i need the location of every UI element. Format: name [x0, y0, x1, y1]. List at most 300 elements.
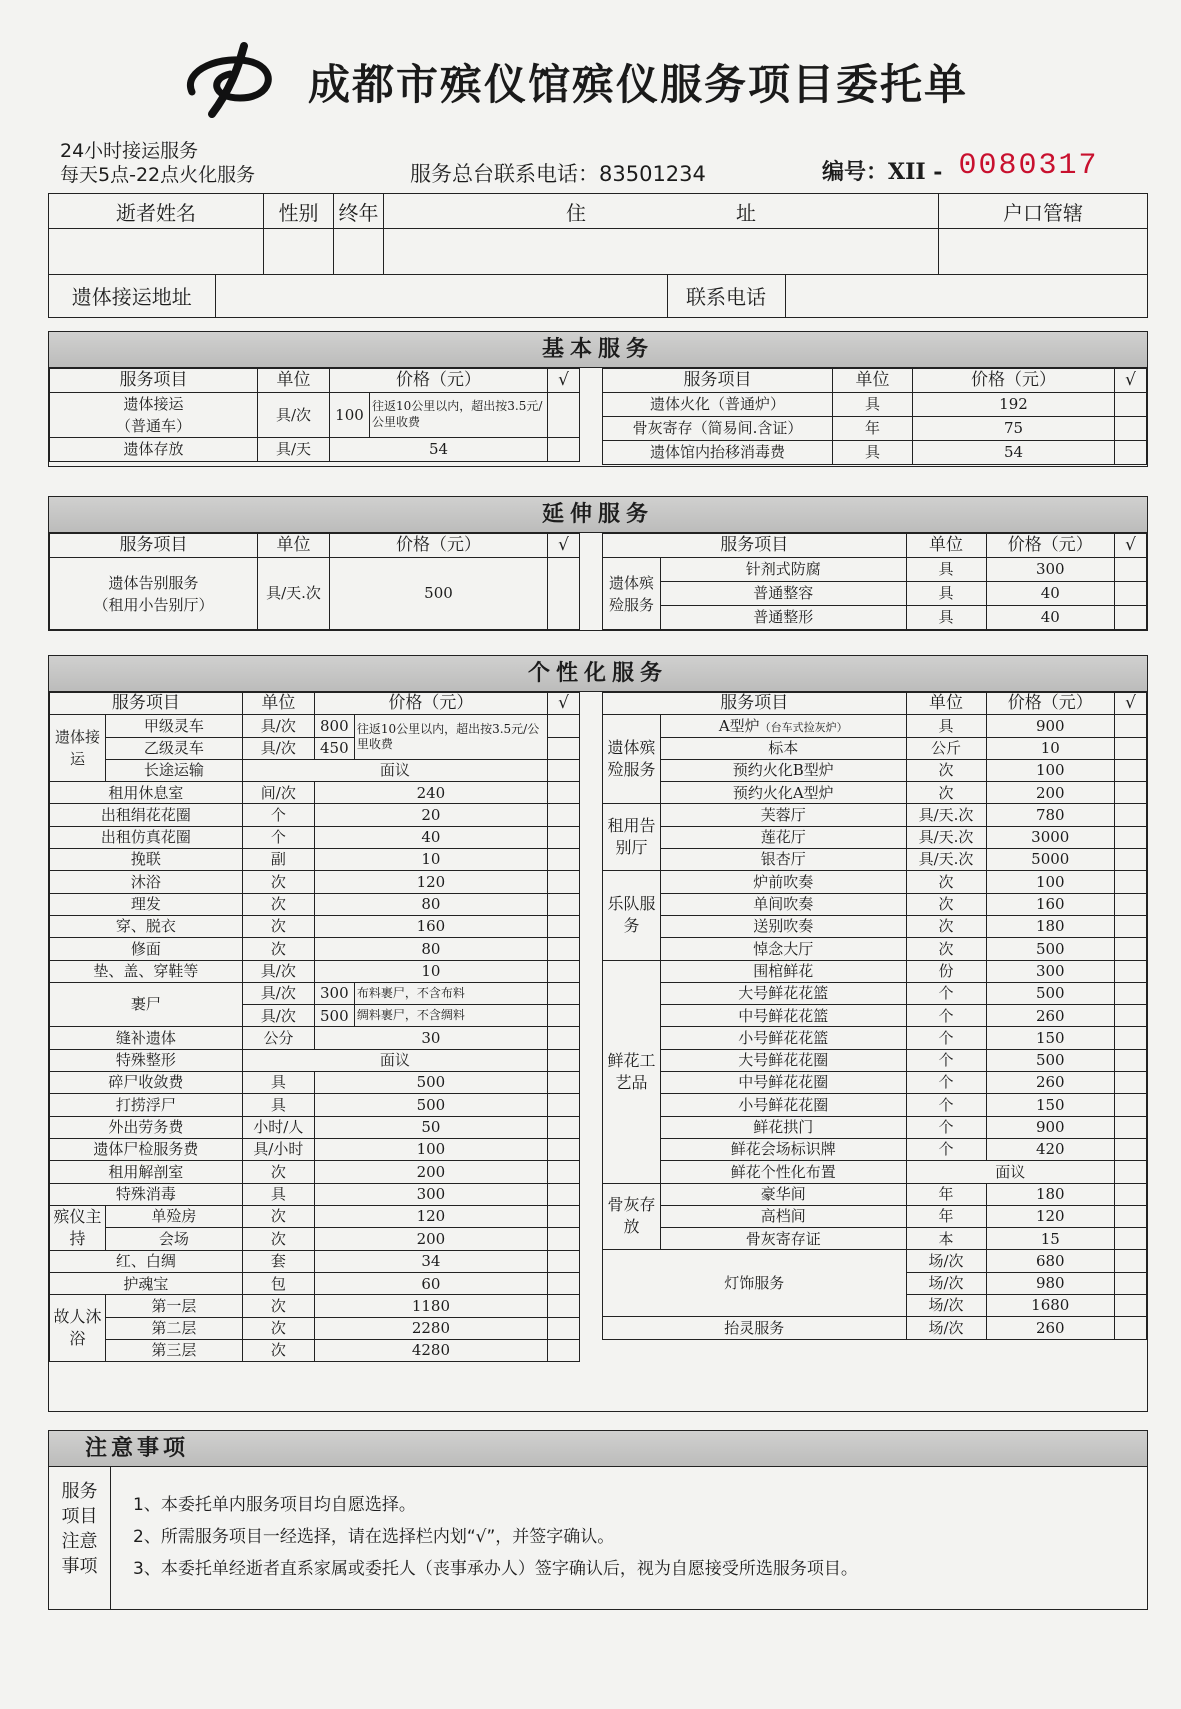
pickup-service-hours: 24小时接运服务 — [60, 140, 199, 162]
service-unit: 次 — [242, 915, 314, 937]
service-name-text: 鲜花会场标识牌 — [730, 1140, 836, 1159]
select-checkbox[interactable] — [548, 915, 580, 937]
select-checkbox[interactable] — [1115, 606, 1147, 630]
service-name-text: 送别吹奏 — [753, 917, 814, 936]
col-price: 价格（元） — [986, 534, 1114, 558]
notes-list — [133, 1489, 858, 1585]
table-row — [50, 1205, 580, 1228]
table-row — [603, 1027, 1147, 1049]
service-name-text: 银杏厅 — [760, 850, 806, 869]
select-checkbox[interactable] — [1115, 1161, 1147, 1183]
service-price: 120 — [314, 871, 547, 893]
service-unit: 具/天.次 — [906, 826, 986, 848]
age-field[interactable] — [334, 229, 384, 274]
service-price: 200 — [314, 1161, 547, 1183]
service-unit: 具 — [833, 393, 913, 417]
service-price: 80 — [314, 893, 547, 915]
service-price: 500 — [330, 558, 548, 630]
service-name: 单殓房 — [106, 1205, 243, 1228]
select-checkbox[interactable] — [548, 938, 580, 960]
service-unit: 公分 — [242, 1027, 314, 1049]
address-field[interactable] — [384, 229, 939, 274]
table-row — [50, 1161, 580, 1183]
table-row — [603, 804, 1147, 826]
service-name: 普通整形 — [661, 606, 907, 630]
col-price: 价格（元） — [913, 369, 1115, 393]
service-name: 普通整容 — [661, 582, 907, 606]
select-checkbox[interactable] — [548, 1295, 580, 1317]
col-unit: 单位 — [258, 369, 330, 393]
col-check: √ — [1115, 693, 1147, 715]
service-price: 100 — [330, 393, 370, 438]
service-price: 980 — [986, 1272, 1114, 1294]
select-checkbox[interactable] — [1115, 1116, 1147, 1138]
service-name — [661, 737, 907, 759]
service-unit: 个 — [906, 1049, 986, 1071]
col-check: √ — [548, 369, 580, 393]
select-checkbox[interactable] — [548, 1161, 580, 1183]
service-name-line1: 遗体告别服务 — [108, 573, 199, 592]
service-name — [661, 849, 907, 871]
form-title: 成都市殡仪馆殡仪服务项目委托单 — [308, 60, 969, 109]
service-price: 60 — [314, 1273, 547, 1295]
table-row — [603, 1250, 1147, 1272]
select-checkbox[interactable] — [1115, 982, 1147, 1004]
select-checkbox[interactable] — [1115, 1027, 1147, 1049]
service-name — [661, 938, 907, 960]
service-name-text: 预约火化B型炉 — [732, 761, 834, 780]
service-name-line2: （租用小告别厅） — [93, 595, 214, 614]
service-unit: 次 — [242, 1295, 314, 1317]
service-price: 300 — [986, 558, 1114, 582]
service-price: 192 — [913, 393, 1115, 417]
serial-label: 编号：XII - — [822, 159, 943, 185]
select-checkbox[interactable] — [548, 1273, 580, 1295]
service-name: 第三层 — [106, 1340, 243, 1362]
service-unit: 具/天 — [258, 438, 330, 462]
select-checkbox[interactable] — [1115, 441, 1147, 465]
gender-field[interactable] — [264, 229, 334, 274]
note-line: 1、本委托单内服务项目均自愿选择。 — [133, 1495, 416, 1515]
service-price: 面议 — [242, 759, 547, 781]
service-unit: 次 — [242, 938, 314, 960]
service-unit: 次 — [906, 893, 986, 915]
select-checkbox[interactable] — [1115, 1094, 1147, 1116]
service-unit: 公斤 — [906, 737, 986, 759]
service-unit: 个 — [906, 1072, 986, 1094]
select-checkbox[interactable] — [1115, 1183, 1147, 1205]
service-unit: 场/次 — [906, 1317, 986, 1339]
col-item: 服务项目 — [603, 693, 907, 715]
service-price: 260 — [986, 1072, 1114, 1094]
service-name: 垫、盖、穿鞋等 — [50, 960, 243, 982]
col-unit: 单位 — [258, 534, 330, 558]
col-item: 服务项目 — [50, 534, 258, 558]
service-name: 针剂式防腐 — [661, 558, 907, 582]
service-unit: 具/天.次 — [258, 558, 330, 630]
table-row — [603, 938, 1147, 960]
service-unit: 次 — [906, 871, 986, 893]
service-name-text: 围棺鲜花 — [753, 961, 814, 980]
service-unit: 具 — [242, 1072, 314, 1094]
select-checkbox[interactable] — [548, 1183, 580, 1205]
select-checkbox[interactable] — [548, 960, 580, 982]
col-item: 服务项目 — [50, 369, 258, 393]
service-unit: 个 — [906, 1005, 986, 1027]
table-row — [50, 1116, 580, 1138]
service-name: 遗体火化（普通炉） — [603, 393, 833, 417]
service-price: 40 — [986, 582, 1114, 606]
registry-label: 户口管辖 — [939, 194, 1148, 229]
select-checkbox[interactable] — [548, 1228, 580, 1251]
service-price: 150 — [986, 1094, 1114, 1116]
extended-services-section — [48, 496, 1148, 631]
select-checkbox[interactable] — [548, 1049, 580, 1071]
service-name-text: 鲜花个性化布置 — [730, 1162, 836, 1181]
service-name: 打捞浮尸 — [50, 1094, 243, 1116]
note-line: 3、本委托单经逝者直系家属或委托人（丧事承办人）签字确认后，视为自愿接受所选服务项目。 — [133, 1559, 858, 1579]
service-unit: 次 — [242, 1340, 314, 1362]
service-name — [661, 893, 907, 915]
service-price: 200 — [314, 1228, 547, 1251]
service-name: 裹尸 — [50, 982, 243, 1027]
table-row — [603, 1072, 1147, 1094]
phone-number: 83501234 — [599, 162, 706, 186]
service-price: 100 — [986, 759, 1114, 781]
table-row — [50, 893, 580, 915]
service-price: 240 — [314, 782, 547, 804]
col-price: 价格（元） — [986, 693, 1114, 715]
service-unit: 具 — [242, 1183, 314, 1205]
service-unit: 具 — [906, 606, 986, 630]
col-unit: 单位 — [906, 534, 986, 558]
service-unit: 具/天.次 — [906, 849, 986, 871]
service-name — [661, 1228, 907, 1250]
table-row — [50, 915, 580, 937]
table-row — [603, 1205, 1147, 1227]
table-row — [50, 1049, 580, 1071]
service-price: 300 — [986, 960, 1114, 982]
select-checkbox[interactable] — [1115, 759, 1147, 781]
select-checkbox[interactable] — [1115, 558, 1147, 582]
contact-phone-label: 联系电话 — [667, 275, 785, 317]
service-unit: 次 — [242, 1205, 314, 1228]
service-name: 第二层 — [106, 1317, 243, 1339]
service-price: 260 — [986, 1317, 1114, 1339]
service-price: 15 — [986, 1228, 1114, 1250]
service-name-text: 骨灰寄存证 — [745, 1229, 821, 1248]
service-price: 30 — [314, 1027, 547, 1049]
service-unit: 个 — [906, 1027, 986, 1049]
basic-services-left-table — [49, 368, 580, 462]
service-price: 500 — [314, 1005, 354, 1027]
service-name: 特殊整形 — [50, 1049, 243, 1071]
service-name: 乙级灵车 — [106, 737, 243, 759]
table-row — [603, 782, 1147, 804]
select-checkbox[interactable] — [548, 982, 580, 1004]
service-unit: 次 — [242, 1317, 314, 1339]
service-price: 75 — [913, 417, 1115, 441]
service-name: 灯饰服务 — [603, 1250, 907, 1317]
service-name: 甲级灵车 — [106, 715, 243, 737]
service-unit: 份 — [906, 960, 986, 982]
deceased-name-field[interactable] — [49, 229, 264, 274]
service-unit: 具/次 — [242, 960, 314, 982]
service-unit: 次 — [906, 759, 986, 781]
personal-services-section — [48, 655, 1148, 1412]
select-checkbox[interactable] — [548, 871, 580, 893]
service-unit: 套 — [242, 1250, 314, 1272]
select-checkbox[interactable] — [548, 737, 580, 759]
select-checkbox[interactable] — [548, 1072, 580, 1094]
service-unit: 次 — [242, 1161, 314, 1183]
service-price: 160 — [986, 893, 1114, 915]
service-name — [661, 1027, 907, 1049]
select-checkbox[interactable] — [548, 1205, 580, 1228]
service-price: 500 — [314, 1072, 547, 1094]
service-name — [50, 393, 258, 438]
table-row — [50, 1273, 580, 1295]
service-name: 理发 — [50, 893, 243, 915]
service-unit: 具/次 — [258, 393, 330, 438]
service-price: 500 — [986, 1049, 1114, 1071]
select-checkbox[interactable] — [548, 1250, 580, 1272]
service-name — [661, 1072, 907, 1094]
select-checkbox[interactable] — [1115, 1295, 1147, 1317]
table-row — [50, 849, 580, 871]
col-unit: 单位 — [906, 693, 986, 715]
select-checkbox[interactable] — [1115, 849, 1147, 871]
table-row — [603, 737, 1147, 759]
group-label: 骨灰存放 — [603, 1183, 661, 1250]
select-checkbox[interactable] — [1115, 804, 1147, 826]
select-checkbox[interactable] — [1115, 1272, 1147, 1294]
service-name-text: 小号鲜花花圈 — [738, 1095, 829, 1114]
service-name — [661, 1049, 907, 1071]
service-name — [661, 1183, 907, 1205]
extended-services-left-table — [49, 533, 580, 630]
service-price: 800 — [314, 715, 354, 737]
table-row — [50, 804, 580, 826]
service-name-text: 中号鲜花花圈 — [738, 1073, 829, 1092]
service-price: 1180 — [314, 1295, 547, 1317]
select-checkbox[interactable] — [1115, 715, 1147, 737]
table-row — [50, 782, 580, 804]
service-name-text: 小号鲜花花篮 — [738, 1028, 829, 1047]
select-checkbox[interactable] — [548, 715, 580, 737]
service-price: 10 — [314, 960, 547, 982]
select-checkbox[interactable] — [548, 1340, 580, 1362]
service-unit: 具 — [906, 715, 986, 737]
select-checkbox[interactable] — [548, 1116, 580, 1138]
service-name-text: 单间吹奏 — [753, 895, 814, 914]
select-checkbox[interactable] — [548, 826, 580, 848]
service-unit: 年 — [906, 1183, 986, 1205]
personal-services-title: 个性化服务 — [49, 656, 1147, 692]
serial-value: 0080317 — [958, 149, 1099, 183]
cremation-service-hours: 每天5点-22点火化服务 — [60, 164, 256, 186]
service-name: 遗体馆内抬移消毒费 — [603, 441, 833, 465]
service-price: 500 — [986, 938, 1114, 960]
table-row — [603, 960, 1147, 982]
select-checkbox[interactable] — [1115, 871, 1147, 893]
address-label — [384, 194, 939, 229]
service-name-line2: （普通车） — [115, 417, 191, 435]
select-checkbox[interactable] — [1115, 393, 1147, 417]
table-row — [603, 1049, 1147, 1071]
table-row — [50, 1027, 580, 1049]
table-row — [50, 1094, 580, 1116]
side-label-line: 项目 — [61, 1506, 98, 1527]
select-checkbox[interactable] — [1115, 1049, 1147, 1071]
service-price: 150 — [986, 1027, 1114, 1049]
service-unit: 个 — [242, 826, 314, 848]
select-checkbox[interactable] — [548, 1317, 580, 1339]
col-item: 服务项目 — [50, 693, 243, 715]
service-name-sub: （台车式捡灰炉） — [759, 720, 848, 734]
table-row — [50, 1250, 580, 1272]
service-unit: 本 — [906, 1228, 986, 1250]
select-checkbox[interactable] — [1115, 1005, 1147, 1027]
basic-services-title: 基本服务 — [49, 332, 1147, 368]
table-row — [603, 1005, 1147, 1027]
service-price: 420 — [986, 1138, 1114, 1160]
select-checkbox[interactable] — [548, 759, 580, 781]
service-unit: 个 — [242, 804, 314, 826]
select-checkbox[interactable] — [548, 782, 580, 804]
service-price: 50 — [314, 1116, 547, 1138]
select-checkbox[interactable] — [1115, 960, 1147, 982]
registry-field[interactable] — [939, 229, 1148, 274]
contact-phone-field[interactable] — [785, 275, 1147, 317]
select-checkbox[interactable] — [548, 1094, 580, 1116]
select-checkbox[interactable] — [548, 438, 580, 462]
group-label: 租用告别厅 — [603, 804, 661, 871]
pickup-address-label: 遗体接运地址 — [49, 275, 215, 317]
side-label-line: 注意 — [61, 1531, 98, 1552]
service-price: 2280 — [314, 1317, 547, 1339]
service-price: 120 — [314, 1205, 547, 1228]
group-label: 遗体接运 — [50, 715, 106, 782]
select-checkbox[interactable] — [548, 393, 580, 438]
service-name-text: A型炉 — [718, 716, 760, 735]
service-name — [661, 960, 907, 982]
service-name — [661, 1205, 907, 1227]
service-note: 绸料裹尸，不含绸料 — [354, 1005, 547, 1027]
select-checkbox[interactable] — [1115, 1072, 1147, 1094]
service-price: 680 — [986, 1250, 1114, 1272]
select-checkbox[interactable] — [548, 849, 580, 871]
select-checkbox[interactable] — [1115, 782, 1147, 804]
personal-services-left-table — [49, 692, 580, 1362]
service-unit: 具 — [833, 441, 913, 465]
table-row — [603, 1183, 1147, 1205]
select-checkbox[interactable] — [548, 1138, 580, 1160]
note-line: 2、所需服务项目一经选择，请在选择栏内划“√”，并签字确认。 — [133, 1527, 615, 1547]
service-name: 红、白绸 — [50, 1250, 243, 1272]
select-checkbox[interactable] — [548, 558, 580, 630]
group-label: 故人沐浴 — [50, 1295, 106, 1362]
service-price: 1680 — [986, 1295, 1114, 1317]
select-checkbox[interactable] — [1115, 826, 1147, 848]
select-checkbox[interactable] — [1115, 1250, 1147, 1272]
select-checkbox[interactable] — [1115, 893, 1147, 915]
service-note: 往返10公里以内，超出按3.5元/公里收费 — [354, 715, 547, 760]
service-unit: 次 — [906, 782, 986, 804]
address-char-2: 址 — [736, 200, 756, 225]
service-note: 往返10公里以内，超出按3.5元/公里收费 — [370, 393, 548, 438]
service-unit: 具 — [906, 558, 986, 582]
select-checkbox[interactable] — [548, 1027, 580, 1049]
select-checkbox[interactable] — [1115, 1205, 1147, 1227]
service-name — [661, 759, 907, 781]
service-name: 长途运输 — [106, 759, 243, 781]
service-unit: 具 — [242, 1094, 314, 1116]
service-name: 特殊消毒 — [50, 1183, 243, 1205]
service-name: 租用休息室 — [50, 782, 243, 804]
select-checkbox[interactable] — [1115, 417, 1147, 441]
age-label: 终年 — [334, 194, 384, 229]
extended-services-title: 延伸服务 — [49, 497, 1147, 533]
service-price: 500 — [986, 982, 1114, 1004]
select-checkbox[interactable] — [1115, 915, 1147, 937]
service-name-text: 豪华间 — [760, 1184, 806, 1203]
select-checkbox[interactable] — [1115, 582, 1147, 606]
select-checkbox[interactable] — [1115, 938, 1147, 960]
service-price: 40 — [986, 606, 1114, 630]
table-row — [50, 826, 580, 848]
service-unit: 场/次 — [906, 1250, 986, 1272]
service-name: 租用解剖室 — [50, 1161, 243, 1183]
service-unit: 包 — [242, 1273, 314, 1295]
funeral-home-logo — [182, 40, 280, 118]
select-checkbox[interactable] — [1115, 737, 1147, 759]
select-checkbox[interactable] — [1115, 1317, 1147, 1339]
table-row — [603, 849, 1147, 871]
col-price: 价格（元） — [314, 693, 547, 715]
group-label: 遗体殡殓服务 — [603, 715, 661, 804]
pickup-address-field[interactable] — [215, 275, 667, 317]
service-price: 260 — [986, 1005, 1114, 1027]
table-row — [603, 1116, 1147, 1138]
deceased-name-label: 逝者姓名 — [49, 194, 264, 229]
table-row — [603, 871, 1147, 893]
table-row — [603, 1138, 1147, 1160]
select-checkbox[interactable] — [548, 804, 580, 826]
service-price: 54 — [330, 438, 548, 462]
service-name-text: 高档间 — [760, 1207, 806, 1226]
service-price: 300 — [314, 982, 354, 1004]
service-name-text: 鲜花拱门 — [753, 1118, 814, 1137]
side-label-line: 事项 — [61, 1556, 98, 1577]
select-checkbox[interactable] — [1115, 1138, 1147, 1160]
table-row — [603, 715, 1147, 737]
service-price: 180 — [986, 1183, 1114, 1205]
select-checkbox[interactable] — [548, 893, 580, 915]
service-unit: 个 — [906, 1138, 986, 1160]
service-unit: 个 — [906, 1116, 986, 1138]
service-unit: 具/天.次 — [906, 804, 986, 826]
service-name-line1: 遗体接运 — [123, 395, 184, 413]
table-row — [50, 982, 580, 1004]
service-price: 54 — [913, 441, 1115, 465]
service-price: 80 — [314, 938, 547, 960]
select-checkbox[interactable] — [548, 1005, 580, 1027]
service-price: 780 — [986, 804, 1114, 826]
gender-label: 性别 — [264, 194, 334, 229]
service-price: 180 — [986, 915, 1114, 937]
select-checkbox[interactable] — [1115, 1228, 1147, 1250]
